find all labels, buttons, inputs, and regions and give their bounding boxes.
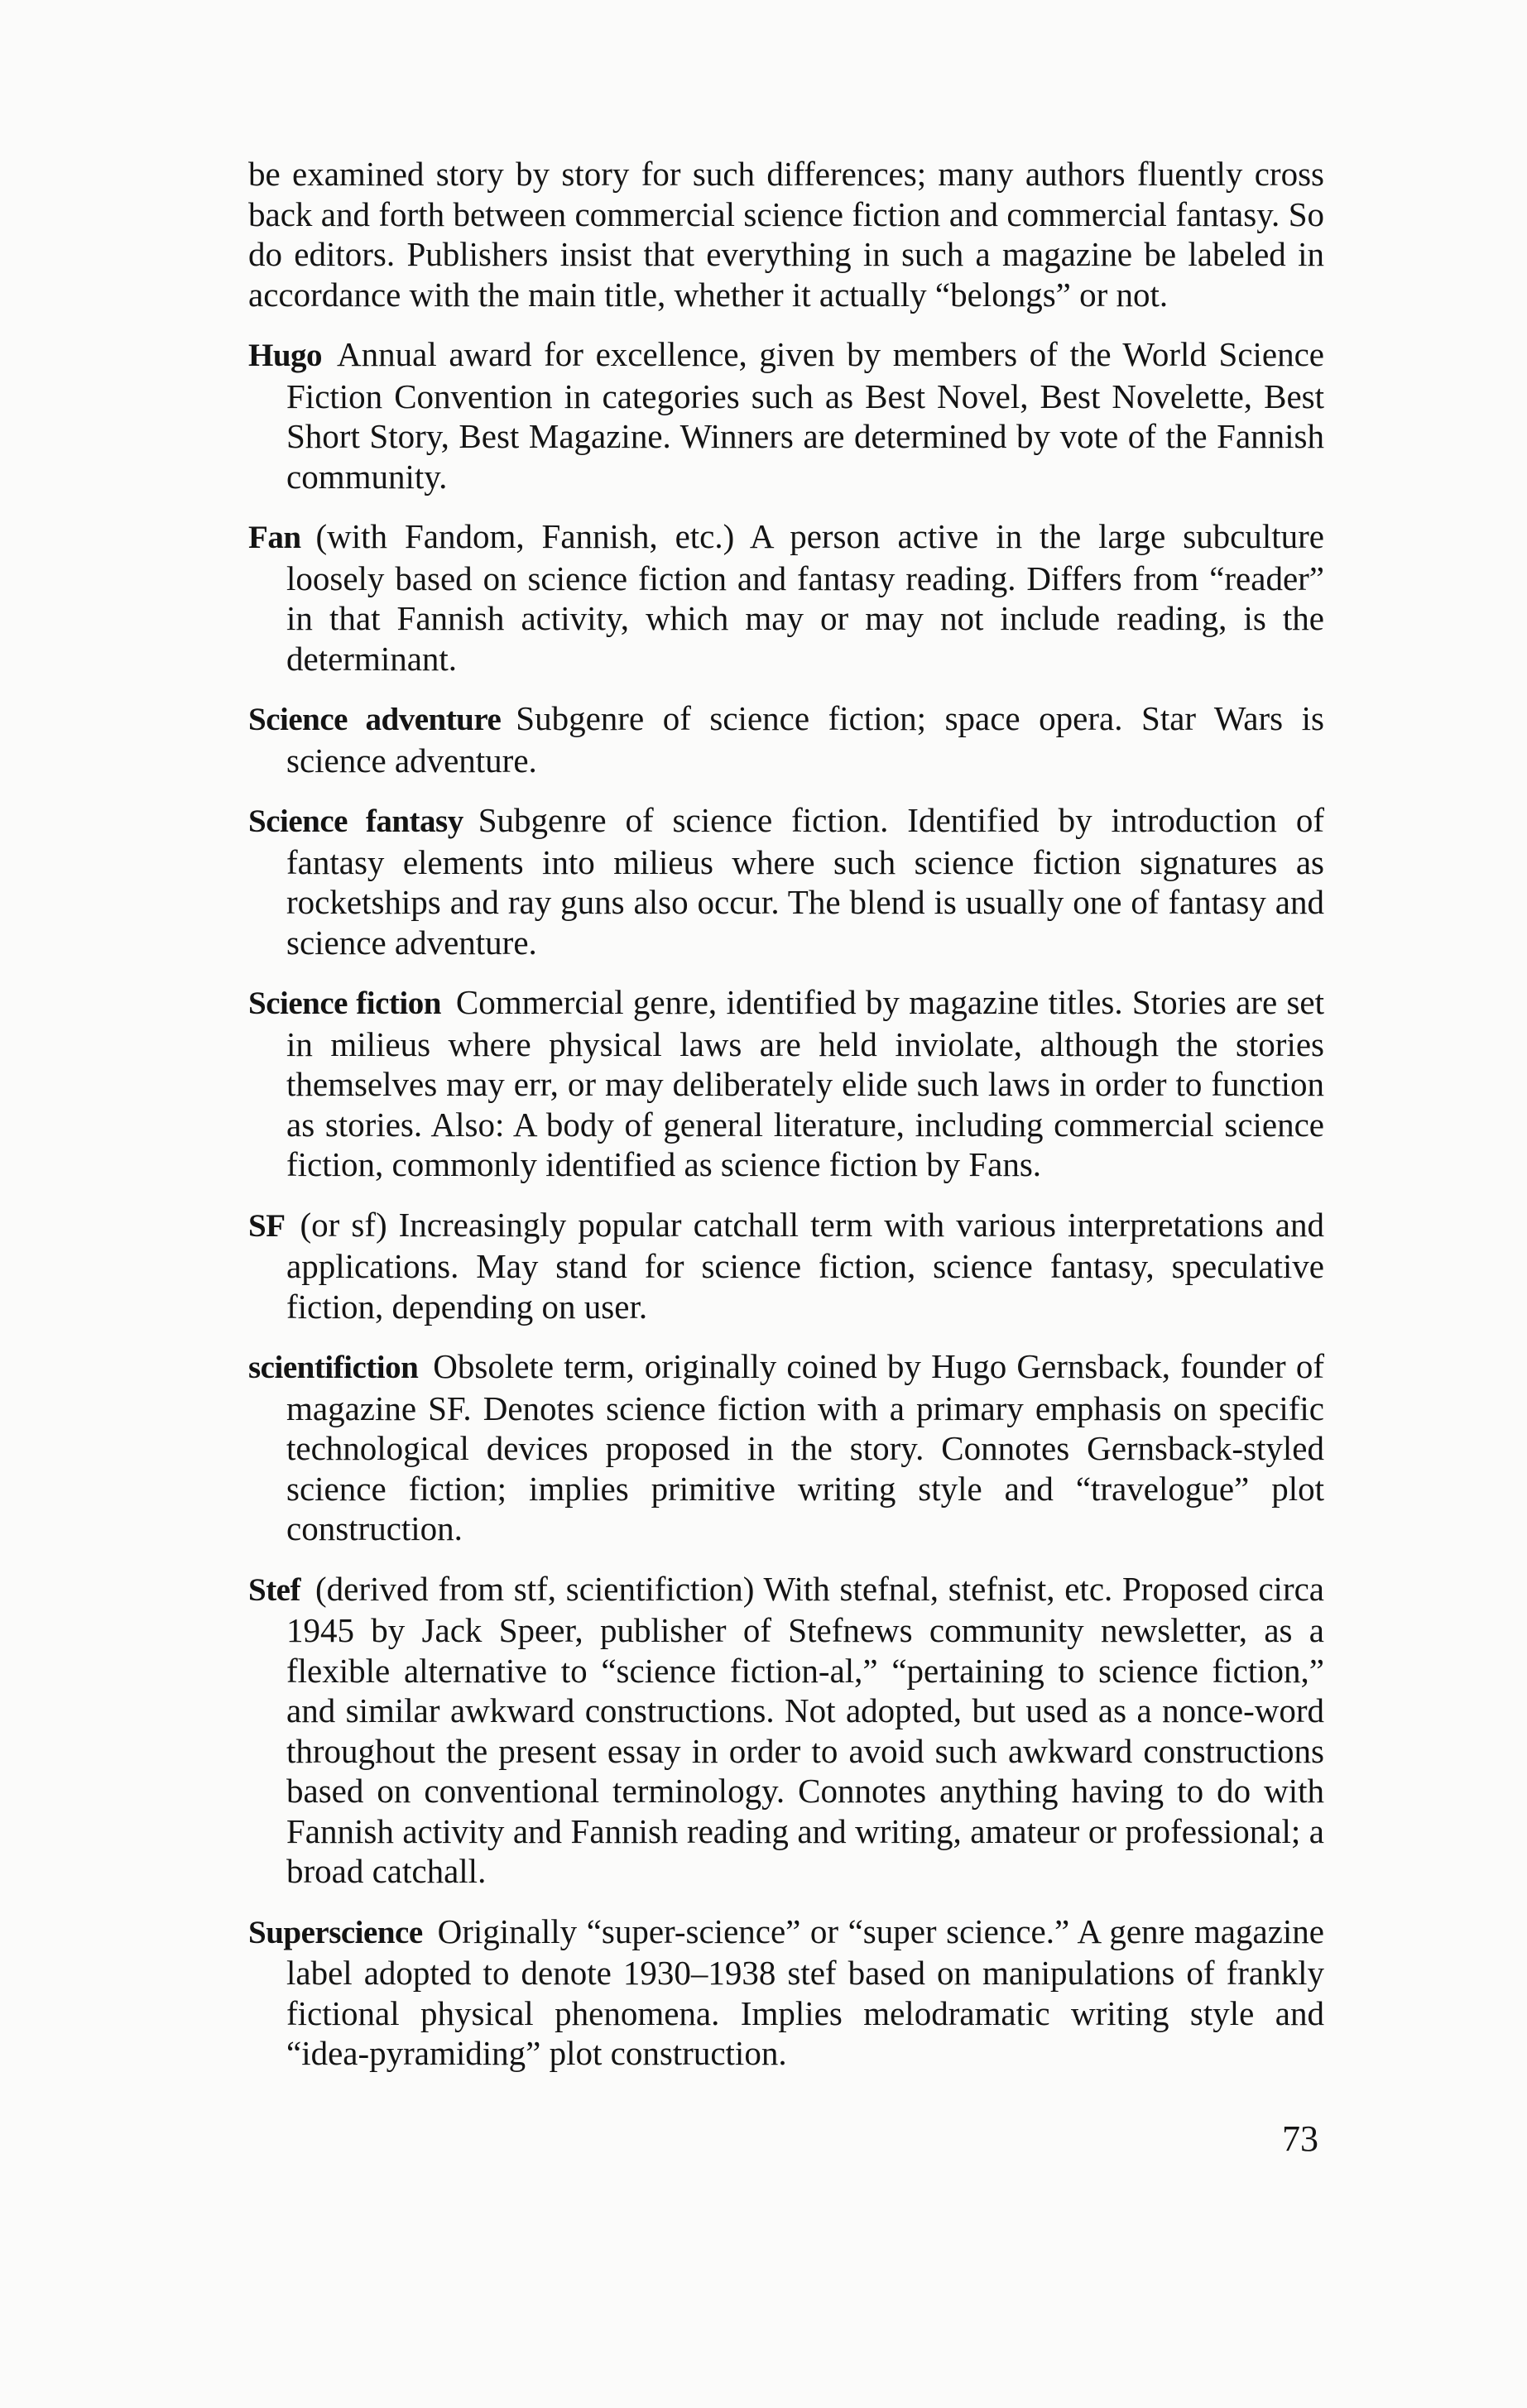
glossary-term: Fan <box>248 520 301 555</box>
glossary-definition: Annual award for excellence, given by members of the World Science Fiction Convention in categories such as Best Novel, Best Novelette, Best Short Story, Best Magazine. Winners are determined by vote of the Fannish community. <box>286 335 1324 496</box>
glossary-definition: Subgenre of science fiction; space opera. Star Wars is science adventure. <box>286 699 1324 779</box>
glossary-entry-sf <box>248 1205 1324 1327</box>
glossary-term: Science fantasy <box>248 803 463 839</box>
glossary-definition: (or sf) Increasingly popular catchall term with various interpretations and applications. May stand for science fiction, science fantasy, speculative fiction, depending on user. <box>286 1205 1324 1326</box>
glossary-definition: Subgenre of science fiction. Identified by introduction of fantasy elements into milieus where such science fiction signatures as rocketships and ray guns also occur. The blend is usually one of fantasy and science adventure. <box>286 801 1324 962</box>
glossary-entry-hugo <box>248 334 1324 496</box>
glossary-term: Superscience <box>248 1914 423 1950</box>
continuation-paragraph: be examined story by story for such differences; many authors fluently cross back and forth between commercial science fiction and commercial fantasy. So do editors. Publishers insist that everything in such a magazine be labeled in accordance with the main title, whether it actually “belongs” or not. <box>248 155 1324 314</box>
glossary-term: Hugo <box>248 338 323 373</box>
glossary-entry-science-fiction <box>248 982 1324 1185</box>
glossary-term: scientifiction <box>248 1350 419 1385</box>
glossary-definition: Originally “super-science” or “super science.” A genre magazine label adopted to denote 1930–1938 stef based on manipulations of frankly fictional physical phenomena. Implies melodramatic writing style and “idea-pyramiding” plot construction. <box>286 1912 1324 2072</box>
glossary-definition: Obsolete term, originally coined by Hugo Gernsback, founder of magazine SF. Denotes science fiction with a primary emphasis on specific technological devices proposed in the story. Connotes Gernsback-styled science fiction; implies primitive writing style and “travelogue” plot construction. <box>286 1347 1324 1547</box>
text-column <box>248 154 1324 2074</box>
glossary-term: Science fiction <box>248 986 441 1021</box>
glossary-definition: (with Fandom, Fannish, etc.) A person active in the large subculture loosely based on science fiction and fantasy reading. Differs from “reader” in that Fannish activity, which may or may not include reading, is the determinant. <box>286 517 1324 678</box>
glossary-entry-scientifiction <box>248 1346 1324 1549</box>
glossary-term: Science adventure <box>248 702 502 737</box>
glossary-entry-science-adventure <box>248 698 1324 780</box>
glossary-term: SF <box>248 1207 286 1244</box>
glossary-entry-science-fantasy <box>248 800 1324 962</box>
glossary-entry-stef <box>248 1569 1324 1892</box>
glossary-entry-fan <box>248 516 1324 679</box>
glossary-definition: (derived from stf, scientifiction) With stefnal, stefnist, etc. Proposed circa 1945 by Jack Speer, publisher of Stefnews community newsletter, as a flexible alternative to “science fiction-al,” “pertaining to science fiction,” and similar awkward constructions. Not adopted, but used as a nonce-word throughout the present essay in order to avoid such awkward constructions based on conventional terminology. Connotes anything having to do with Fannish activity and Fannish reading and writing, amateur or professional; a broad catchall. <box>286 1569 1324 1890</box>
glossary-term: Stef <box>248 1571 300 1608</box>
glossary-definition: Commercial genre, identified by magazine titles. Stories are set in milieus where physical laws are held inviolate, although the stories themselves may err, or may deliberately elide such laws in order to function as stories. Also: A body of general literature, including commercial science fiction, commonly identified as science fiction by Fans. <box>286 983 1324 1183</box>
page-number: 73 <box>1282 2118 1318 2159</box>
glossary-entry-superscience <box>248 1912 1324 2074</box>
